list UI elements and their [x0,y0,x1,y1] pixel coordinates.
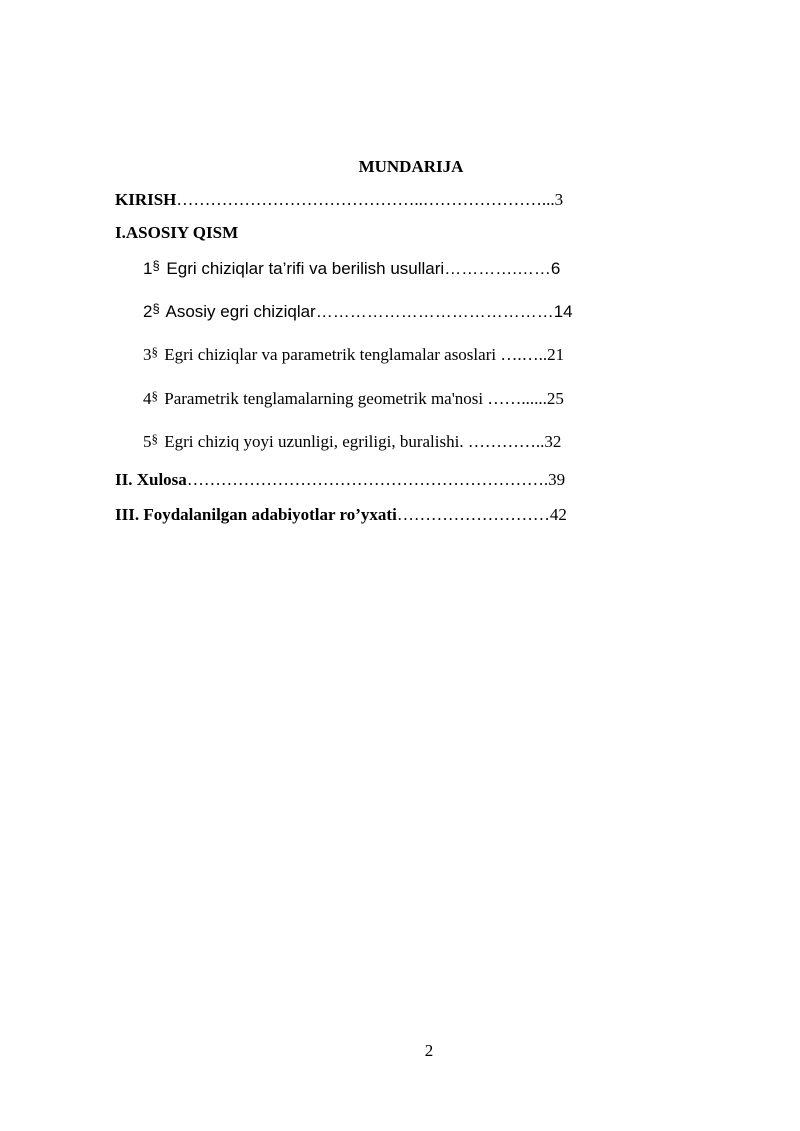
toc-entry-asosiy-qism [115,223,238,243]
dot-leader: …… [487,389,522,408]
section-sign-icon: § [151,388,158,403]
entry-label: Egri chiziq yoyi uzunligi, egriligi, buralishi. [160,432,468,451]
section-number: 2 [143,302,153,321]
toc-entry-kirish [115,190,563,210]
entry-label: KIRISH [115,190,177,209]
dot-leader: ………………………………………………………. [186,470,549,489]
dot-leader: …………………………………… [315,302,554,321]
page-ref: ..3 [546,190,564,209]
dot-leader: ….…. [500,345,543,364]
page-ref: 39 [548,470,566,489]
toc-entry-section-2 [143,302,573,323]
page-ref: .21 [542,345,565,364]
section-sign-icon: § [152,258,160,273]
entry-label: Asosiy egri chiziqlar [161,302,316,321]
toc-title: MUNDARIJA [358,157,464,176]
dot-leader: ……………………………………..…………………. [176,190,547,209]
entry-label: Egri chiziqlar va parametrik tenglamalar asoslari [160,345,501,364]
section-number: 4 [143,389,152,408]
toc-entry-xulosa [115,470,565,490]
section-sign-icon: § [152,301,160,316]
page-ref: 14 [553,302,573,321]
section-sign-icon: § [151,431,158,446]
section-sign-icon: § [151,344,158,359]
entry-label: II. Xulosa [115,470,187,489]
page-ref: ..32 [535,432,562,451]
toc-entry-section-5 [143,432,561,453]
entry-label: I.ASOSIY QISM [115,223,239,242]
dot-leader: ……………………… [396,505,550,524]
entry-label: Parametrik tenglamalarning geometrik ma'nosi [160,389,488,408]
page-ref: ......25 [521,389,564,408]
section-number: 5 [143,432,152,451]
section-number: 3 [143,345,152,364]
page-ref: 42 [549,505,567,524]
page-number: 2 [424,1041,434,1060]
toc-entry-section-4 [143,389,564,410]
dot-leader: ………… [467,432,536,451]
toc-entry-adabiyotlar [115,505,567,525]
toc-entry-section-3 [143,345,564,366]
entry-label: III. Foydalanilgan adabiyotlar ro’yxati [115,505,397,524]
entry-label: Egri chiziqlar ta’rifi va berilish usullari [161,259,445,278]
page-ref: 6 [550,259,561,278]
dot-leader: ………….…… [444,259,551,278]
toc-entry-section-1 [143,259,560,280]
section-number: 1 [143,259,153,278]
